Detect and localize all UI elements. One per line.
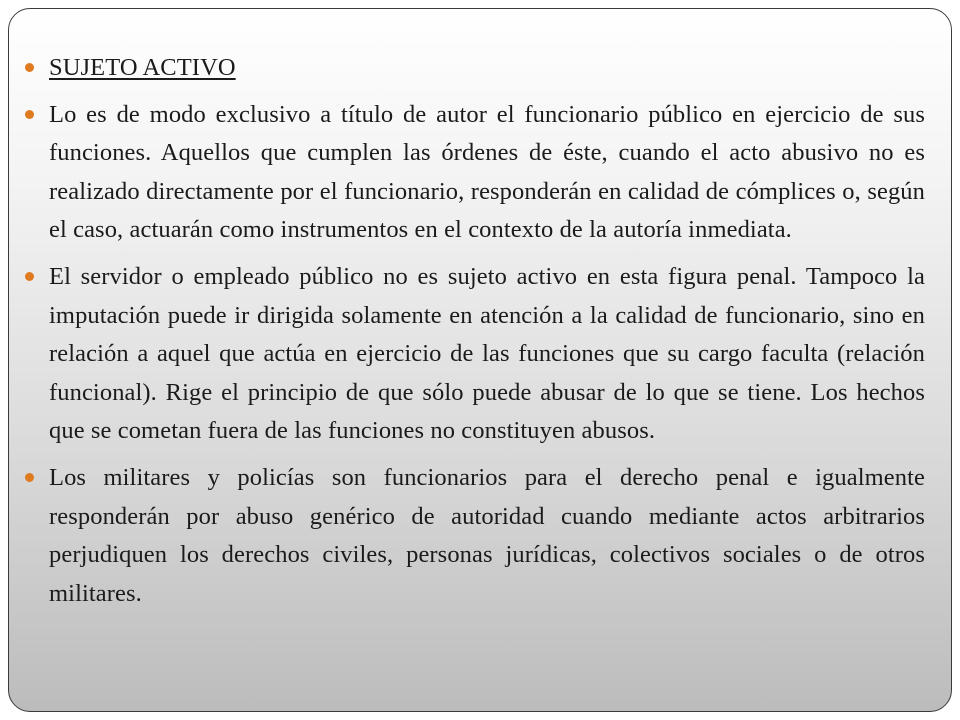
- bullet-icon: [25, 473, 34, 482]
- paragraph-text: Lo es de modo exclusivo a título de autor el funcionario público en ejercicio de sus funciones. Aquellos que cumplen las órdenes de éste, cuando el acto abusivo no es realizado directamente por el funcionario, responderán en calidad de cómplices o, según el caso, actuarán como instrumentos en el contexto de la autoría inmediata.: [49, 100, 925, 244]
- paragraph-text: Los militares y policías son funcionarios para el derecho penal e igualmente responderán por abuso genérico de autoridad cuando mediante actos arbitrarios perjudiquen los derechos civiles, personas jurídicas, colectivos sociales o de otros militares.: [49, 463, 925, 607]
- bullet-list: [25, 49, 925, 621]
- bullet-icon: [25, 272, 34, 281]
- bullet-icon: [25, 110, 34, 119]
- paragraph-text: El servidor o empleado público no es sujeto activo en esta figura penal. Tampoco la imputación puede ir dirigida solamente en atención a la calidad de funcionario, sino en relación a aquel que actúa en ejercicio de las funciones que su cargo faculta (relación funcional). Rige el principio de que sólo puede abusar de lo que se tiene. Los hechos que se cometan fuera de las funciones no constituyen abusos.: [49, 262, 925, 445]
- bullet-icon: [25, 63, 34, 72]
- section-heading: SUJETO ACTIVO: [49, 54, 236, 81]
- list-item: [25, 459, 925, 613]
- slide-frame: [8, 8, 952, 712]
- list-item: [25, 258, 925, 451]
- list-item-heading: [25, 49, 925, 88]
- list-item: [25, 96, 925, 250]
